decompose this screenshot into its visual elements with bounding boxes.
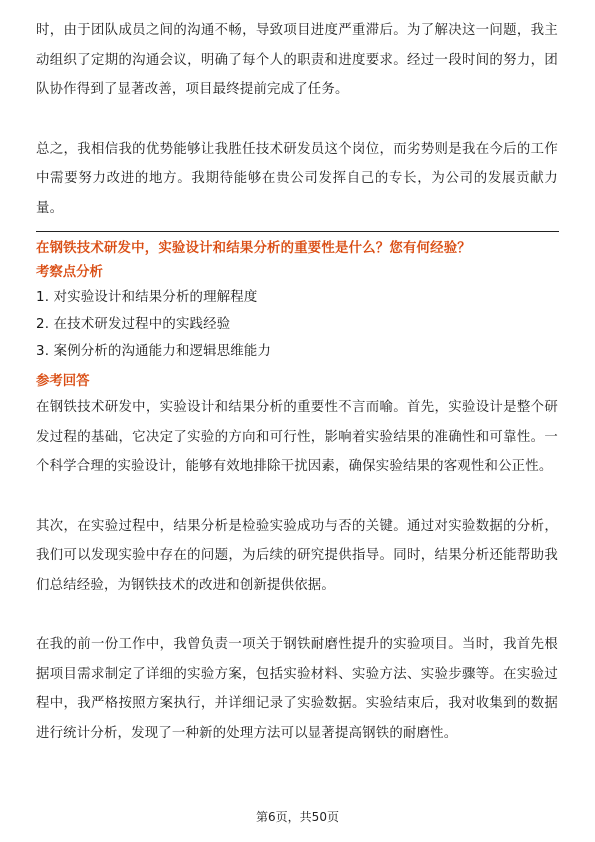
paragraph-gap (36, 105, 558, 135)
interview-question: 在钢铁技术研发中，实验设计和结果分析的重要性是什么？您有何经验？ (36, 241, 471, 256)
analysis-item: 1. 对实验设计和结果分析的理解程度 (36, 290, 258, 305)
answer-paragraph: 其次，在实验过程中，结果分析是检验实验成功与否的关键。通过对实验数据的分析，我们可以发现实验中存在的问题，为后续的研究提供指导。同时，结果分析还能帮助我们总结经验，为钢铁技术的改进和创新提供依据。 (36, 518, 558, 593)
paragraph-gap (36, 600, 558, 630)
intro-paragraph: 总之，我相信我的优势能够让我胜任技术研发员这个岗位，而劣势则是我在今后的工作中需要努力改进的地方。我期待能够在贵公司发挥自己的专长，为公司的发展贡献力量。 (36, 141, 558, 216)
page-number: 第6页，共50页 (256, 810, 339, 824)
document-page (36, 16, 558, 748)
analysis-item: 3. 案例分析的沟通能力和逻辑思维能力 (36, 344, 272, 359)
analysis-item: 2. 在技术研发过程中的实践经验 (36, 317, 231, 332)
analysis-heading: 考察点分析 (36, 265, 103, 280)
answer-heading: 参考回答 (36, 374, 90, 389)
paragraph-gap (36, 482, 558, 512)
section-divider (36, 231, 559, 232)
answer-paragraph: 在钢铁技术研发中，实验设计和结果分析的重要性不言而喻。首先，实验设计是整个研发过程的基础，它决定了实验的方向和可行性，影响着实验结果的准确性和可靠性。一个科学合理的实验设计，能够有效地排除干扰因素，确保实验结果的客观性和公正性。 (36, 400, 558, 474)
intro-paragraph: 时，由于团队成员之间的沟通不畅，导致项目进度严重滞后。为了解决这一问题，我主动组织了定期的沟通会议，明确了每个人的职责和进度要求。经过一段时间的努力，团队协作得到了显著改善，项目最终提前完成了任务。 (36, 23, 558, 97)
analysis-list (36, 284, 558, 365)
answer-paragraph: 在我的前一份工作中，我曾负责一项关于钢铁耐磨性提升的实验项目。当时，我首先根据项目需求制定了详细的实验方案，包括实验材料、实验方法、实验步骤等。在实验过程中，我严格按照方案执行，并详细记录了实验数据。实验结束后，我对收集到的数据进行统计分析，发现了一种新的处理方法可以显著提高钢铁的耐磨性。 (36, 637, 558, 741)
